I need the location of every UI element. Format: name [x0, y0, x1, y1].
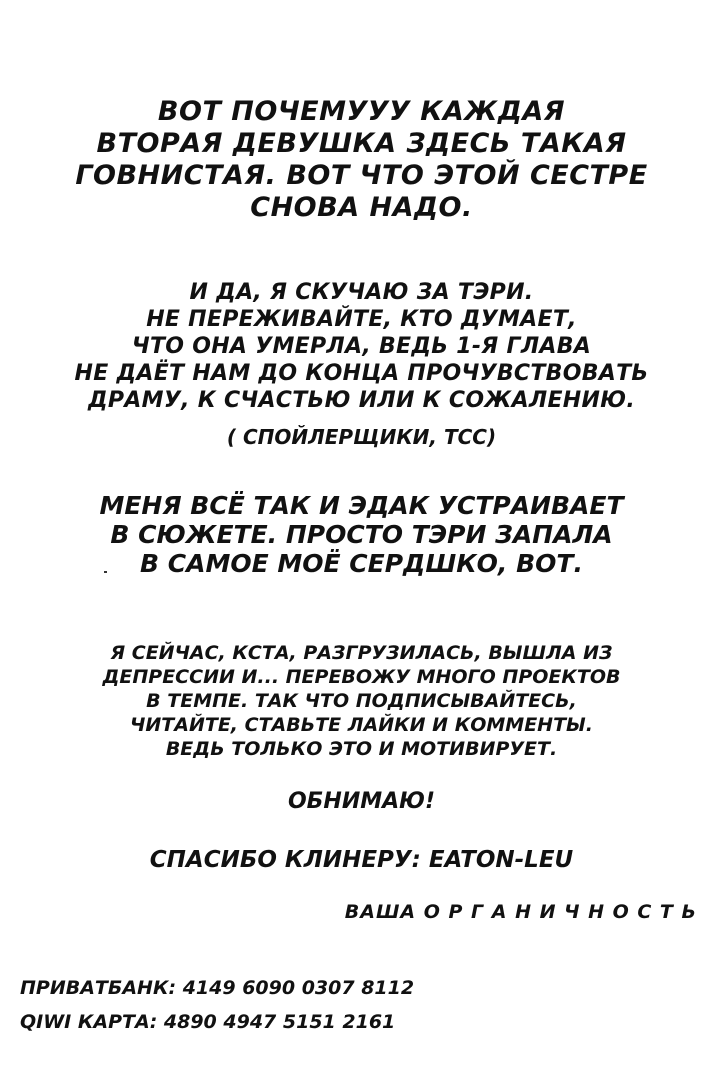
note-line: ВЕДЬ ТОЛЬКО ЭТО И МОТИВИРУЕТ. [165, 738, 558, 760]
note-paragraph-4 [0, 641, 723, 761]
note-line: ЧИТАЙТЕ, СТАВЬТЕ ЛАЙКИ И КОММЕНТЫ. [130, 714, 593, 736]
note-line: ДРАМУ, К СЧАСТЬЮ ИЛИ К СОЖАЛЕНИЮ. [87, 388, 636, 413]
note-line: ВТОРАЯ ДЕВУШКА ЗДЕСЬ ТАКАЯ [96, 128, 627, 159]
note-line: ДЕПРЕССИИ И... ПЕРЕВОЖУ МНОГО ПРОЕКТОВ [102, 666, 621, 688]
note-paragraph-3 [0, 491, 723, 578]
note-line: СПАСИБО КЛИНЕРУ: EATON-LEU [149, 847, 574, 873]
note-line: НЕ ДАЁТ НАМ ДО КОНЦА ПРОЧУВСТВОВАТЬ [74, 361, 649, 386]
note-line: ГОВНИСТАЯ. ВОТ ЧТО ЭТОЙ СЕСТРЕ [75, 160, 648, 191]
qiwi-card-number: QIWI КАРТА: 4890 4947 5151 2161 [20, 1011, 396, 1033]
note-line: В ТЕМПЕ. ТАК ЧТО ПОДПИСЫВАЙТЕСЬ, [146, 690, 577, 712]
note-line: МЕНЯ ВСЁ ТАК И ЭДАК УСТРАИВАЕТ [99, 491, 624, 520]
note-line: И ДА, Я СКУЧАЮ ЗА ТЭРИ. [189, 280, 534, 305]
note-line: ОБНИМАЮ! [287, 789, 436, 814]
cleaner-credit [0, 846, 723, 874]
hugs-line [0, 789, 723, 815]
note-line: СНОВА НАДО. [250, 192, 473, 223]
note-line: ЧТО ОНА УМЕРЛА, ВЕДЬ 1-Я ГЛАВА [131, 334, 592, 359]
note-line: В САМОЕ МОЁ СЕРДШКО, ВОТ. [140, 549, 583, 578]
privatbank-card-number: ПРИВАТБАНК: 4149 6090 0307 8112 [20, 977, 415, 999]
note-paragraph-2 [0, 279, 723, 414]
signature: ВАША О Р Г А Н И Ч Н О С Т Ь [344, 901, 697, 923]
spoiler-note [0, 425, 723, 449]
note-paragraph-1 [0, 96, 723, 224]
note-line: В СЮЖЕТЕ. ПРОСТО ТЭРИ ЗАПАЛА [110, 520, 613, 549]
note-line: ( СПОЙЛЕРЩИКИ, ТСС) [226, 425, 497, 449]
note-line: НЕ ПЕРЕЖИВАЙТЕ, КТО ДУМАЕТ, [146, 307, 577, 332]
stray-mark [104, 571, 107, 573]
note-line: ВОТ ПОЧЕМУУУ КАЖДАЯ [157, 96, 566, 127]
note-line: Я СЕЙЧАС, КСТА, РАЗГРУЗИЛАСЬ, ВЫШЛА ИЗ [110, 642, 613, 664]
